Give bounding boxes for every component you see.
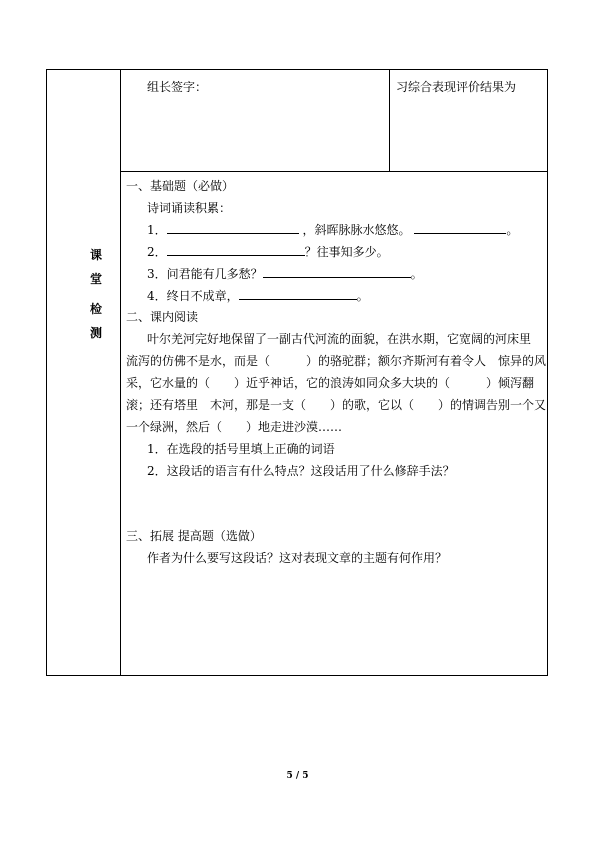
section1-title: 一、基础题（必做） [126, 179, 235, 193]
answer-blank[interactable] [263, 265, 411, 278]
answer-blank[interactable] [414, 221, 506, 234]
passage-line-1: 叶尔羌河完好地保留了一副古代河流的面貌，在洪水期，它宽阔的河床里 [147, 332, 532, 346]
section3-question: 作者为什么要写这段话？这对表现文章的主题有何作用？ [147, 551, 448, 565]
side-label-char-3: 检 [89, 302, 102, 316]
evaluation-label: 习综合表现评价结果为 [396, 80, 517, 94]
item-number: 2． [147, 245, 167, 259]
item-text-end: 。 [506, 223, 519, 237]
table-right-border [547, 69, 548, 676]
passage-line-2: 流泻的仿佛不是水，而是（ ）的骆驼群；额尔齐斯河有着令人 惊异的风 [126, 354, 547, 368]
leader-signature-label: 组长签字： [147, 80, 208, 94]
item-text-after: 。 [410, 267, 423, 281]
passage-line-4: 滚；还有塔里 木河，那是一支（ ）的歌，它以（ ）的情调告别一个又 [126, 398, 547, 412]
item-text-after: ，斜晖脉脉水悠悠。 [302, 223, 411, 237]
fill-item-4 [147, 287, 369, 304]
answer-blank[interactable] [239, 287, 357, 300]
fill-item-1 [147, 221, 518, 238]
item-text-after: ？往事知多少。 [304, 245, 389, 259]
question-1: 1．在选段的括号里填上正确的词语 [147, 442, 335, 456]
table-bottom-border [46, 675, 548, 676]
side-label-char-2: 堂 [89, 272, 102, 286]
item-number: 1． [147, 223, 167, 237]
side-label-char-1: 课 [89, 248, 102, 262]
question-2: 2．这段话的语言有什么特点？这段话用了什么修辞手法？ [147, 464, 455, 478]
fill-item-2 [147, 243, 389, 260]
section3-title: 三、拓展 提高题（选做） [126, 529, 262, 543]
item-text: 问君能有几多愁？ [166, 267, 263, 281]
top-row-divider [389, 69, 390, 172]
item-text-after: 。 [356, 289, 369, 303]
passage-line-5: 一个绿洲，然后（ ）地走进沙漠…… [126, 420, 343, 434]
item-text: 终日不成章， [166, 289, 239, 303]
table-top-border [46, 69, 548, 70]
side-label-char-4: 测 [89, 326, 102, 340]
item-number: 4． [147, 289, 167, 303]
answer-blank[interactable] [167, 243, 305, 256]
side-column-divider [120, 69, 121, 676]
answer-blank[interactable] [167, 221, 299, 234]
passage-line-3: 采，它水量的（ ）近乎神话，它的浪涛如同众多大块的（ ）倾泻翻 [126, 376, 535, 390]
table-left-border [46, 69, 47, 676]
section1-subtitle: 诗词诵读积累： [147, 201, 232, 215]
item-number: 3． [147, 267, 167, 281]
section2-title: 二、课内阅读 [126, 310, 199, 324]
top-row-bottom-border [120, 171, 548, 172]
fill-item-3 [147, 265, 423, 282]
page-indicator: 5 / 5 [286, 771, 309, 781]
